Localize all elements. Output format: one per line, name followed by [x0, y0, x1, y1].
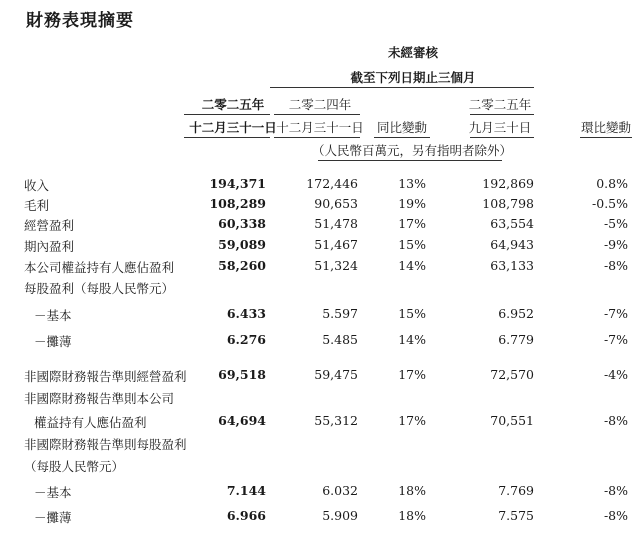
value-dec-2025: 6.276	[226, 332, 266, 347]
col2-date-underline	[274, 137, 360, 138]
value-dec-2025: 194,371	[209, 176, 266, 191]
value-sep-2025: 63,554	[490, 216, 534, 231]
value-dec-2024: 51,324	[314, 258, 358, 273]
row-label: 非國際財務報告準則經營盈利	[24, 369, 187, 384]
value-yoy: 18%	[398, 508, 426, 523]
value-yoy: 18%	[398, 483, 426, 498]
table-row	[0, 216, 644, 236]
col5-label: 環比變動	[580, 120, 631, 135]
row-label: 非國際財務報告準則本公司	[24, 391, 175, 406]
col3-underline	[374, 137, 430, 138]
value-dec-2024: 5.597	[322, 306, 358, 321]
value-dec-2024: 5.909	[322, 508, 358, 523]
value-yoy: 17%	[398, 413, 426, 428]
value-yoy: 15%	[398, 237, 426, 252]
row-label: －基本	[34, 308, 72, 323]
table-row	[0, 332, 644, 352]
row-label: 經營盈利	[24, 218, 75, 233]
value-yoy: 17%	[398, 367, 426, 382]
col1-year: 二零二五年	[201, 97, 265, 112]
row-label: －基本	[34, 485, 72, 500]
value-qoq: -5%	[603, 216, 628, 231]
value-dec-2024: 172,446	[306, 176, 358, 191]
value-qoq: -8%	[603, 258, 628, 273]
value-yoy: 13%	[398, 176, 426, 191]
table-row	[0, 508, 644, 528]
value-dec-2024: 6.032	[322, 483, 358, 498]
col1-year-underline	[184, 114, 270, 115]
value-dec-2025: 7.144	[226, 483, 266, 498]
value-dec-2025: 64,694	[218, 413, 266, 428]
table-row	[0, 457, 644, 477]
row-label: 收入	[24, 178, 50, 193]
value-dec-2024: 5.485	[322, 332, 358, 347]
col3-label: 同比變動	[376, 120, 427, 135]
value-yoy: 14%	[398, 332, 426, 347]
col1-date-underline	[184, 137, 270, 138]
value-yoy: 15%	[398, 306, 426, 321]
row-label: 權益持有人應佔盈利	[34, 415, 147, 430]
row-label: －攤薄	[34, 510, 72, 525]
table-row	[0, 258, 644, 278]
value-sep-2025: 7.769	[498, 483, 534, 498]
table-row	[0, 176, 644, 196]
col5-underline	[580, 137, 632, 138]
value-sep-2025: 6.952	[498, 306, 534, 321]
period-label: 截至下列日期止三個月	[350, 70, 476, 85]
value-sep-2025: 7.575	[498, 508, 534, 523]
row-label: （每股人民幣元）	[24, 459, 125, 474]
value-qoq: -9%	[603, 237, 628, 252]
value-sep-2025: 6.779	[498, 332, 534, 347]
value-dec-2025: 69,518	[218, 367, 266, 382]
col2-date: 十二月三十一日	[276, 120, 364, 135]
value-dec-2025: 59,089	[218, 237, 266, 252]
value-yoy: 17%	[398, 216, 426, 231]
value-dec-2024: 59,475	[314, 367, 358, 382]
row-label: 本公司權益持有人應佔盈利	[24, 260, 175, 275]
table-row	[0, 367, 644, 387]
value-dec-2024: 51,478	[314, 216, 358, 231]
value-qoq: -8%	[603, 413, 628, 428]
value-qoq: 0.8%	[596, 176, 628, 191]
value-dec-2024: 55,312	[314, 413, 358, 428]
unaudited-label: 未經審核	[387, 45, 438, 60]
value-dec-2024: 51,467	[314, 237, 358, 252]
value-yoy: 19%	[398, 196, 426, 211]
value-dec-2024: 90,653	[314, 196, 358, 211]
col1-date: 十二月三十一日	[189, 120, 277, 135]
row-label: 非國際財務報告準則每股盈利	[24, 437, 187, 452]
value-dec-2025: 6.966	[226, 508, 266, 523]
row-label: －攤薄	[34, 334, 72, 349]
value-qoq: -0.5%	[592, 196, 628, 211]
value-qoq: -7%	[603, 306, 628, 321]
value-dec-2025: 6.433	[226, 306, 266, 321]
unit-note: （人民幣百萬元，另有指明者除外）	[311, 143, 512, 158]
table-row	[0, 196, 644, 216]
table-row	[0, 413, 644, 433]
value-dec-2025: 108,289	[209, 196, 266, 211]
value-sep-2025: 70,551	[490, 413, 534, 428]
value-sep-2025: 192,869	[482, 176, 534, 191]
col4-date-underline	[470, 137, 534, 138]
value-qoq: -7%	[603, 332, 628, 347]
table-row	[0, 306, 644, 326]
value-qoq: -4%	[603, 367, 628, 382]
unit-note-underline	[318, 160, 502, 161]
col2-year-underline	[274, 114, 360, 115]
period-underline	[270, 87, 534, 88]
value-dec-2025: 60,338	[218, 216, 266, 231]
col4-year-underline	[470, 114, 534, 115]
value-sep-2025: 72,570	[490, 367, 534, 382]
row-label: 每股盈利（每股人民幣元）	[24, 281, 175, 296]
table-row	[0, 389, 644, 409]
row-label: 期內盈利	[24, 239, 75, 254]
row-label: 毛利	[24, 198, 50, 213]
value-sep-2025: 63,133	[490, 258, 534, 273]
col2-year: 二零二四年	[288, 97, 352, 112]
value-dec-2025: 58,260	[218, 258, 266, 273]
table-row	[0, 483, 644, 503]
col4-year: 二零二五年	[468, 97, 532, 112]
value-sep-2025: 64,943	[490, 237, 534, 252]
table-row	[0, 237, 644, 257]
value-qoq: -8%	[603, 508, 628, 523]
value-yoy: 14%	[398, 258, 426, 273]
value-qoq: -8%	[603, 483, 628, 498]
page-title: 財務表現摘要	[26, 11, 134, 31]
col4-date: 九月三十日	[468, 120, 532, 135]
value-sep-2025: 108,798	[482, 196, 534, 211]
table-row	[0, 279, 644, 299]
table-row	[0, 435, 644, 455]
